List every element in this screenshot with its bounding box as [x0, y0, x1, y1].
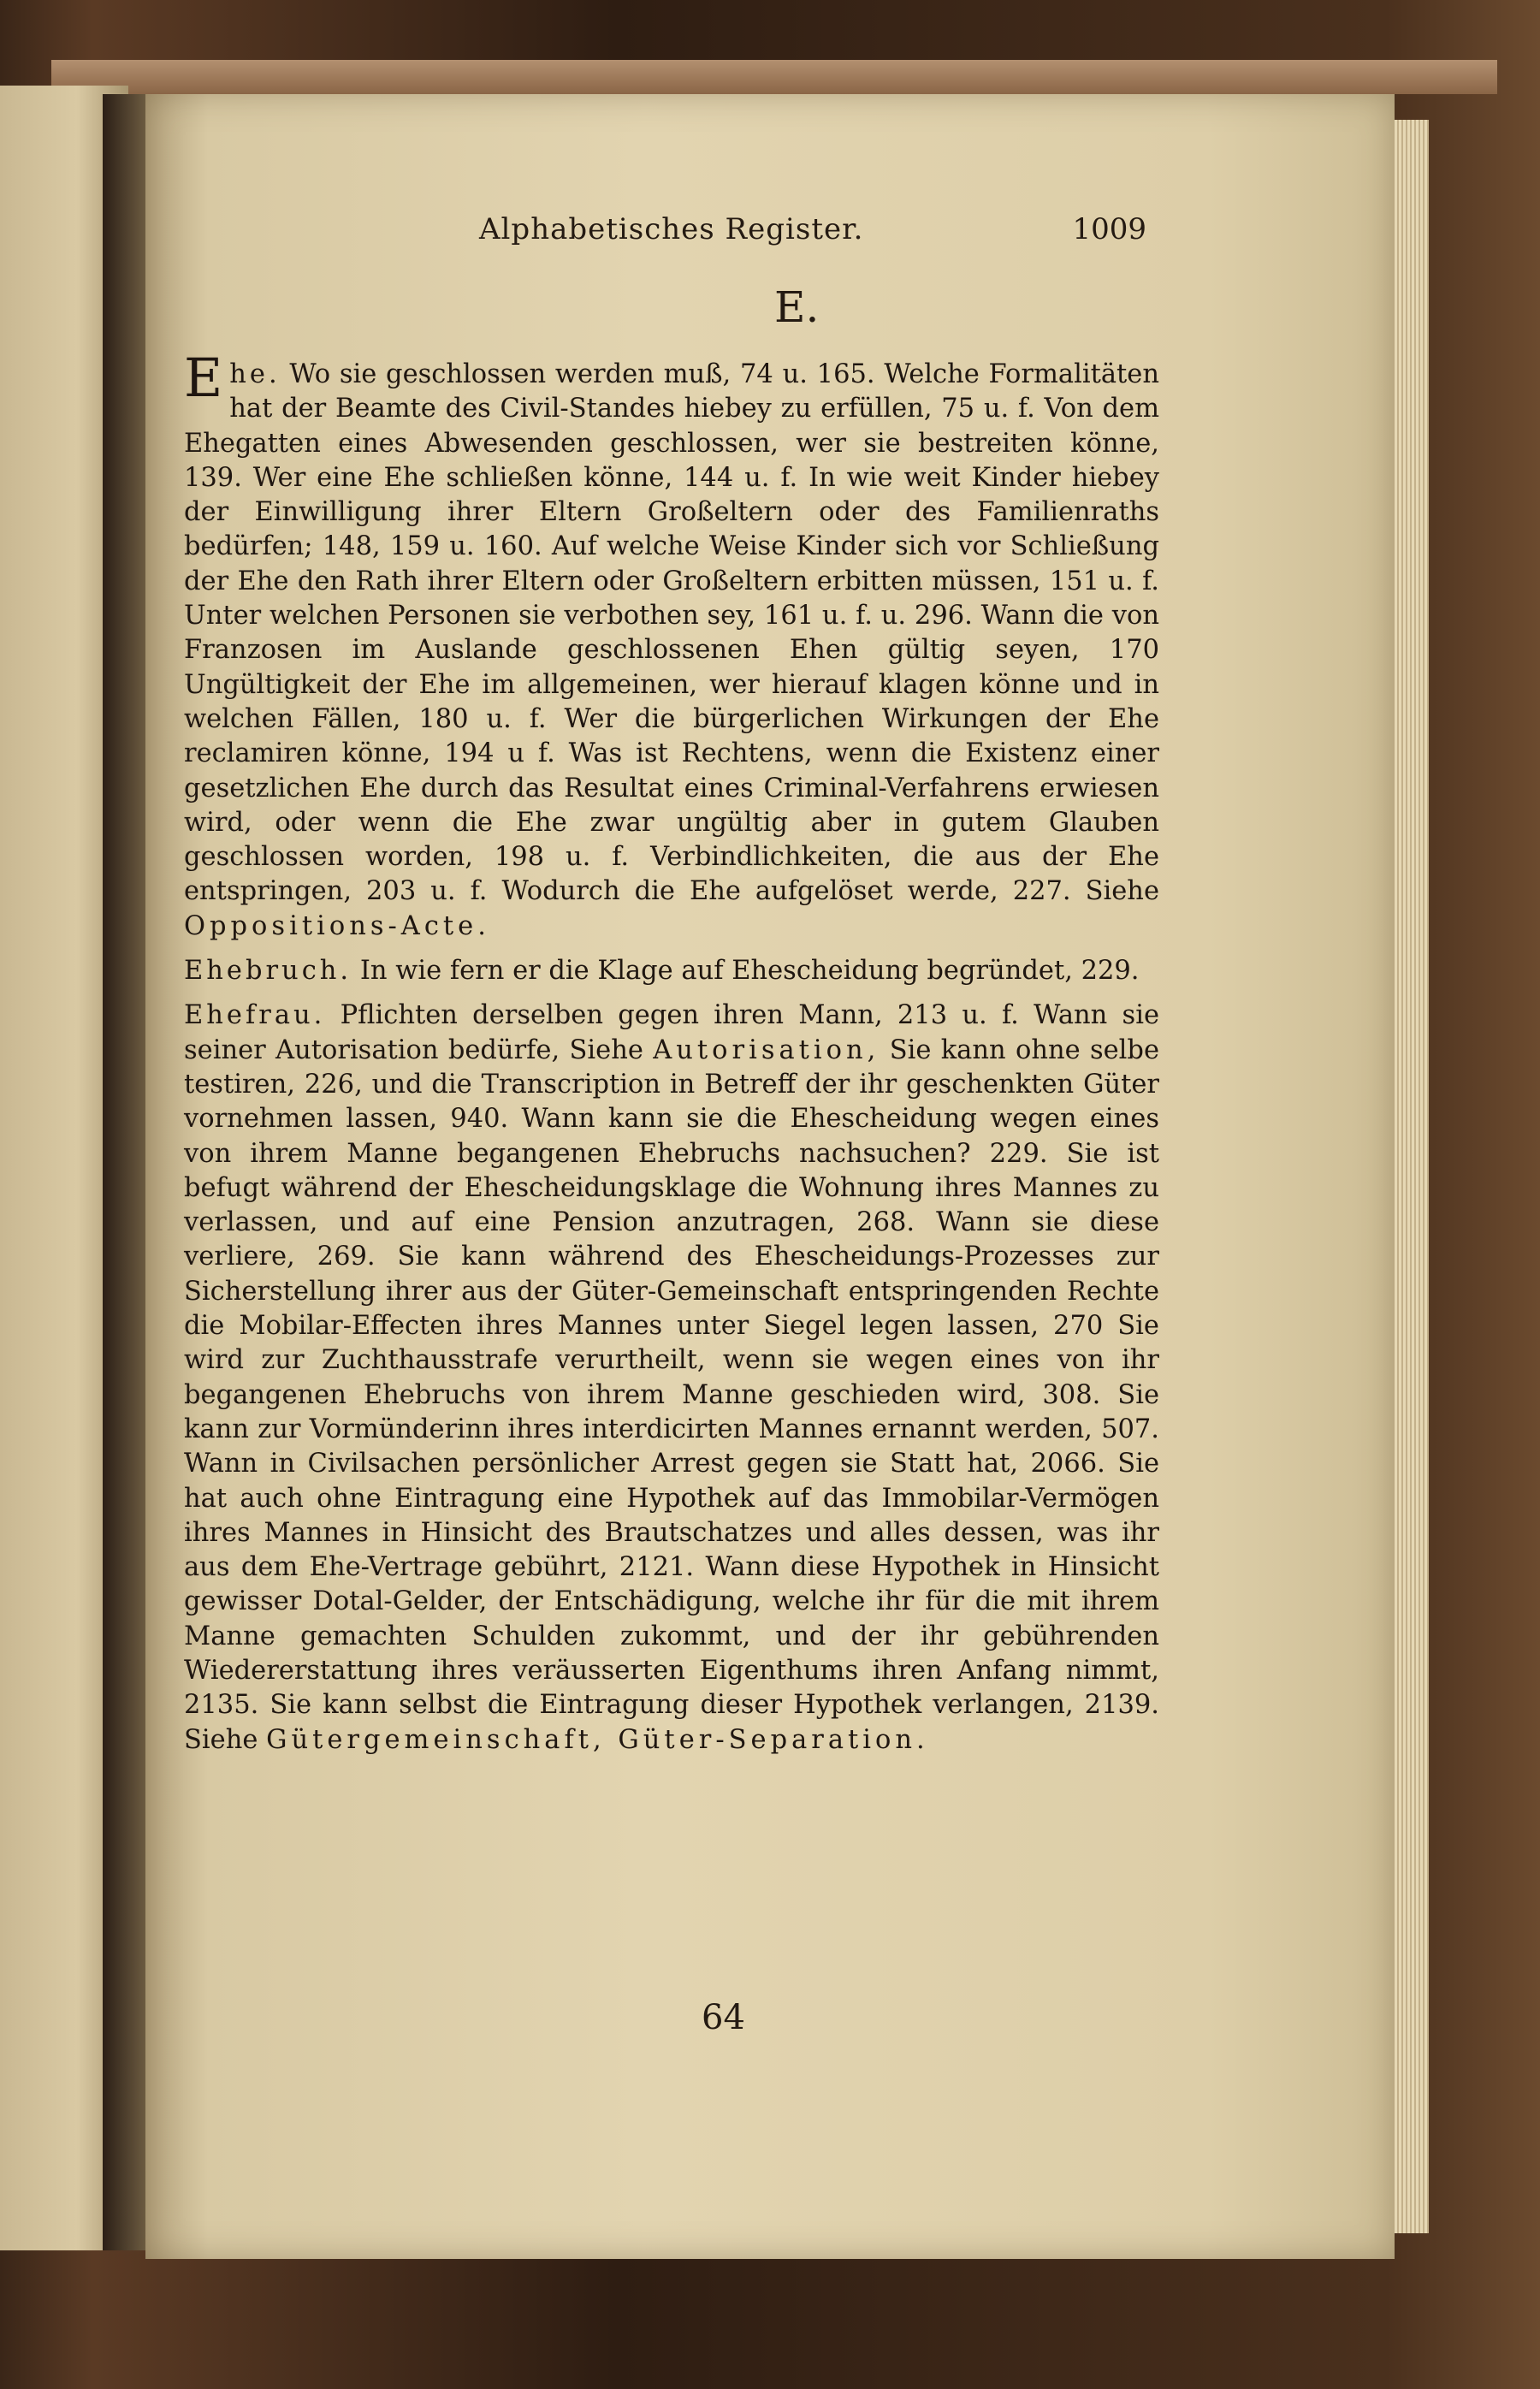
entry-text: Pflichten derselben gegen ihren Mann, 213 u. f. Wann sie seiner Autorisation bedürfe, Siehe [184, 1000, 1159, 1065]
section-letter: E. [774, 282, 820, 332]
cross-reference: Gütergemeinschaft, Güter-Separation. [266, 1724, 929, 1755]
cover-edge [51, 60, 1497, 94]
entry-text: In wie fern er die Klage auf Ehescheidung begründet, 229. [359, 956, 1140, 987]
page-number: 1009 [1072, 212, 1146, 246]
entry-ehebruch [184, 954, 1159, 988]
header-title: Alphabetisches Register. [479, 212, 864, 246]
drop-cap: E [184, 347, 223, 409]
cross-reference: Oppositions-Acte. [184, 910, 490, 941]
signature-mark: 64 [702, 1998, 745, 2037]
entry-text: Wo sie geschlossen werden muß, 74 u. 165. Welche Formalitäten hat der Beamte des Civil-Standes hiebey zu erfüllen, 75 u. f. Von dem Ehegatten eines Abwesenden geschlossen, wer sie bestreiten könne, 139. Wer eine Ehe schließen könne, 144 u. f. In wie weit Kinder hiebey der Einwilligung ihrer Eltern Großeltern oder des Familienraths bedürfen; 148, 159 u. 160. Auf welche Weise Kinder sich vor Schließung der Ehe den Rath ihrer Eltern oder Großeltern erbitten müssen, 151 u. f. Unter welchen Personen sie verbothen sey, 161 u. f. u. 296. Wann die von Franzosen im Auslande geschlossenen Ehen gültig seyen, 170 Ungültigkeit der Ehe im allgemeinen, wer hierauf klagen könne und in welchen Fällen, 180 u. f. Wer die bürgerlichen Wirkungen der Ehe reclamiren könne, 194 u f. Was ist Rechtens, wenn die Existenz einer gesetzlichen Ehe durch das Resultat eines Criminal-Verfahrens erwiesen wird, oder wenn die Ehe zwar ungültig aber in gutem Glauben geschlossen worden, 198 u. f. Verbindlichkeiten, die aus der Ehe entspringen, 203 u. f. Wodurch die Ehe aufgelöset werde, 227. Siehe [184, 359, 1159, 907]
headword: he. [229, 359, 281, 389]
entry-ehe [184, 347, 1159, 944]
cross-reference: Autorisation, [653, 1034, 880, 1065]
page-edges [1395, 120, 1429, 2233]
entry-text-continued: Sie kann ohne selbe testiren, 226, und die Transcription in Betreff der ihr geschenkten Güter vornehmen lassen, 940. Wann kann sie die Ehescheidung wegen eines von ihrem Manne begangenen Ehebruchs nachsuchen? 229. Sie ist befugt während der Ehescheidungsklage die Wohnung ihres Mannes zu verlassen, und auf eine Pension anzutragen, 268. Wann sie diese verliere, 269. Sie kann während des Ehescheidungs-Prozesses zur Sicherstellung ihrer aus der Güter-Gemeinschaft entspringenden Rechte die Mobilar-Effecten ihres Mannes unter Siegel legen lassen, 270 Sie wird zur Zuchthausstrafe verurtheilt, wenn sie wegen eines von ihr begangenen Ehebruchs von ihrem Manne geschieden wird, 308. Sie kann zur Vormünderinn ihres interdicirten Mannes ernannt werden, 507. Wann in Civilsachen persönlicher Arrest gegen sie Statt hat, 2066. Sie hat auch ohne Eintragung eine Hypothek auf das Immobilar-Vermögen ihres Mannes in Hinsicht des Brautschatzes und alles dessen, was ihr aus dem Ehe-Vertrage gebührt, 2121. Wann diese Hypothek in Hinsicht gewisser Dotal-Gelder, der Entschädigung, welche ihr für die mit ihrem Manne gemachten Schulden zukommt, und der ihr gebührenden Wiedererstattung ihres veräusserten Eigenthums ihren Anfang nimmt, 2135. Sie kann selbst die Eintragung dieser Hypothek verlangen, 2139. Siehe [184, 1034, 1159, 1755]
headword: Ehebruch. [184, 956, 352, 987]
entry-ehefrau [184, 999, 1159, 1758]
headword: Ehefrau. [184, 1000, 326, 1031]
register-body [184, 347, 1159, 1768]
running-header [479, 212, 1146, 255]
